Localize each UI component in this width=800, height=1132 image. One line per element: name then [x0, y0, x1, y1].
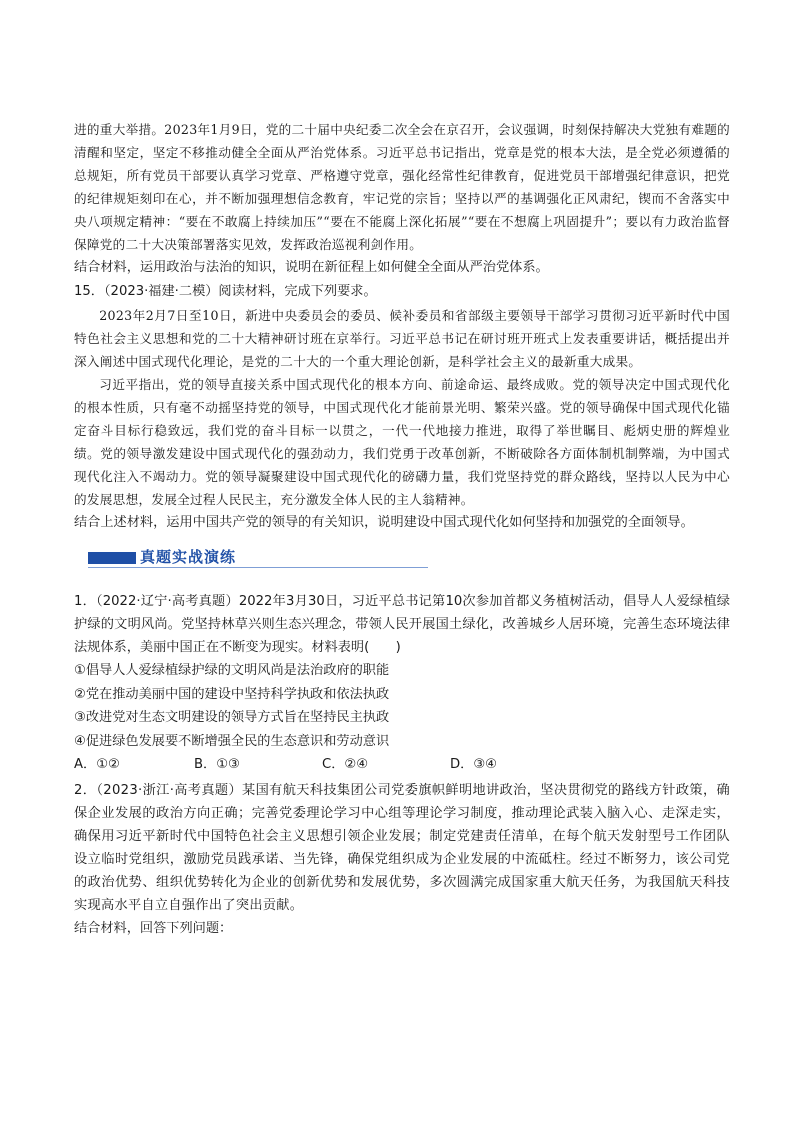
section-divider: [88, 567, 428, 568]
q1-option-1: ①倡导人人爱绿植绿护绿的文明风尚是法治政府的职能: [74, 663, 390, 678]
section-header: [74, 546, 730, 572]
document-page: [74, 118, 730, 940]
section-bar-icon: [88, 552, 136, 564]
q2-prompt: 结合材料，回答下列问题：: [74, 921, 233, 936]
q1-option-4: ④促进绿色发展要不断增强全民的生态意识和劳动意识: [74, 733, 390, 749]
q1-choice-c[interactable]: C．②④: [322, 757, 369, 772]
q15-material-paragraph-1: 2023年2月7日至10日，新进中央委员会的委员、候补委员和省部级主要领导干部学习贯彻习近平新时代中国特色社会主义思想和党的二十大精神研讨班在京举行。习近平总书记在研讨班开班式上发表重要讲话，概括提出并深入阐述中国式现代化理论，是党的二十大的一个重大理论创新，是科学社会主义的最新重大成果。: [74, 308, 730, 369]
q15-material-paragraph-2: 习近平指出，党的领导直接关系中国式现代化的根本方向、前途命运、最终成败。党的领导决定中国式现代化的根本性质，只有毫不动摇坚持党的领导，中国式现代化才能前景光明、繁荣兴盛。党的领导确保中国式现代化锚定奋斗目标行稳致远，我们党的奋斗目标一以贯之，一代一代地接力推进，取得了举世瞩目、彪炳史册的辉煌业绩。党的领导激发建设中国式现代化的强劲动力，我们党勇于改革创新，不断破除各方面体制机制弊端，为中国式现代化注入不竭动力。党的领导凝聚建设中国式现代化的磅礴力量，我们党坚持党的群众路线，坚持以人民为中心的发展思想，发展全过程人民民主，充分激发全体人民的主人翁精神。: [74, 377, 730, 507]
q1-choices: [74, 753, 730, 777]
q15-prompt: 结合上述材料，运用中国共产党的领导的有关知识，说明建设中国式现代化如何坚持和加强党的全面领导。: [74, 515, 694, 530]
q1-choice-d[interactable]: D．③④: [450, 757, 497, 772]
q2-heading: 2．（2023·浙江·高考真题）某国有航天科技集团公司党委旗帜鲜明地讲政治，坚决贯彻党的路线方针政策，确保企业发展的政治方向正确；完善党委理论学习中心组等理论学习制度，推动理论武装入脑入心、走深走实，确保用习近平新时代中国特色社会主义思想引领企业发展；制定党建责任清单，在每个航天发射型号工作团队设立临时党组织，激励党员践承诺、当先锋，确保党组织成为企业发展的中流砥柱。经过不断努力，该公司党的政治优势、组织优势转化为企业的创新优势和发展优势，多次圆满完成国家重大航天任务，为我国航天科技实现高水平自立自强作出了突出贡献。: [74, 783, 730, 913]
section-title: 真题实战演练: [140, 548, 237, 566]
q1-options: [74, 659, 730, 753]
q1-option-3: ③改进党对生态文明建设的领导方式旨在坚持民主执政: [74, 710, 390, 725]
q14-material-tail: 进的重大举措。2023年1月9日，党的二十届中央纪委二次全会在京召开，会议强调，时刻保持解决大党独有难题的清醒和坚定，坚定不移推动健全全面从严治党体系。习近平总书记指出，党章是党的根本大法，是全党必须遵循的总规矩，所有党员干部要认真学习党章、严格遵守党章，强化经常性纪律教育，促进党员干部增强纪律意识，把党的纪律规矩刻印在心，并不断加强理想信念教育，牢记党的宗旨；坚持以严的基调强化正风肃纪，锲而不舍落实中央八项规定精神：“要在不敢腐上持续加压”“要在不能腐上深化拓展”“要在不想腐上巩固提升”；要以有力政治监督保障党的二十大决策部署落实见效，发挥政治巡视利剑作用。: [74, 122, 730, 252]
q1-option-2: ②党在推动美丽中国的建设中坚持科学执政和依法执政: [74, 686, 390, 702]
q14-prompt: 结合材料，运用政治与法治的知识，说明在新征程上如何健全全面从严治党体系。: [74, 260, 549, 275]
q1-heading: 1．（2022·辽宁·高考真题）2022年3月30日，习近平总书记第10次参加首都义务植树活动，倡导人人爱绿植绿护绿的文明风尚。党坚持林草兴则生态兴理念，带领人民开展国土绿化，改善城乡人居环境，完善生态环境法律法规体系，美丽中国正在不断变为现实。材料表明( ): [74, 594, 730, 655]
q15-heading: 15．（2023·福建·二模）阅读材料，完成下列要求。: [74, 284, 377, 299]
q1-choice-b[interactable]: B．①③: [194, 757, 240, 772]
q1-choice-a[interactable]: A．①②: [74, 757, 120, 772]
